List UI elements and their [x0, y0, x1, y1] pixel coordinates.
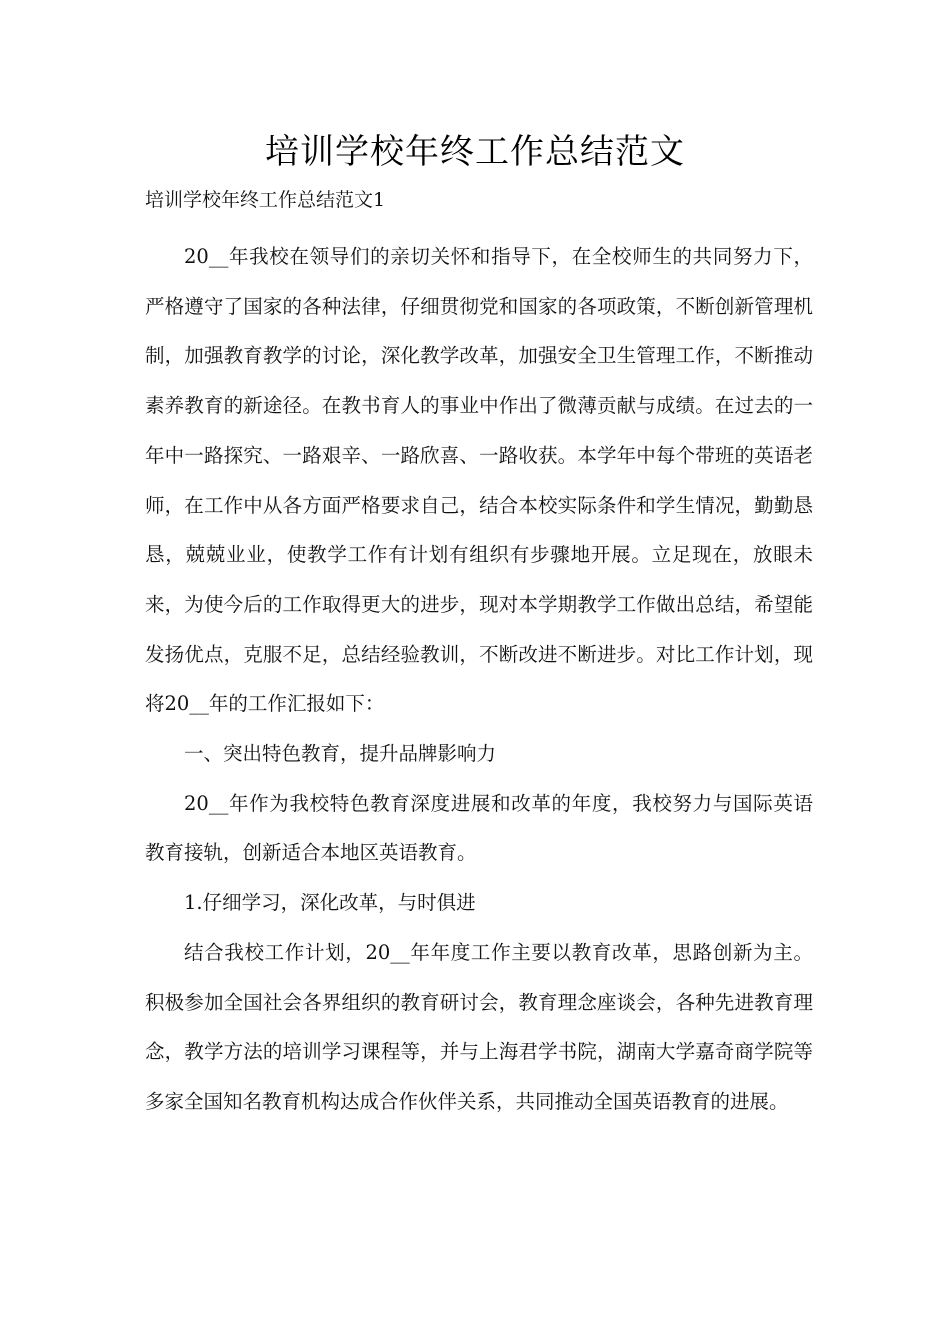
paragraph-section-1: 20__年作为我校特色教育深度进展和改革的年度，我校努力与国际英语教育接轨，创新适合本地区英语教育。: [145, 791, 813, 865]
document-subtitle: 培训学校年终工作总结范文1: [145, 189, 386, 211]
paragraph-intro: 20__年我校在领导们的亲切关怀和指导下，在全校师生的共同努力下，严格遵守了国家的各种法律，仔细贯彻党和国家的各项政策，不断创新管理机制，加强教育教学的讨论，深化教学改革，加强安全卫生管理工作，不断推动素养教育的新途径。在教书育人的事业中作出了微薄贡献与成绩。在过去的一年中一路探究、一路艰辛、一路欣喜、一路收获。本学年中每个带班的英语老师，在工作中从各方面严格要求自己，结合本校实际条件和学生情况，勤勤恳恳，兢兢业业，使教学工作有计划有组织有步骤地开展。立足现在，放眼未来，为使今后的工作取得更大的进步，现对本学期教学工作做出总结，希望能发扬优点，克服不足，总结经验教训，不断改进不断进步。对比工作计划，现将20__年的工作汇报如下：: [145, 245, 813, 716]
section-heading-1: 一、突出特色教育，提升品牌影响力: [184, 742, 497, 766]
document-title: 培训学校年终工作总结范文: [265, 132, 685, 172]
subsection-heading-1-1: 1.仔细学习，深化改革，与时俱进: [184, 891, 476, 915]
document-body: [145, 232, 813, 1127]
paragraph-subsection-1-1: 结合我校工作计划，20__年年度工作主要以教育改革，思路创新为主。积极参加全国社会各界组织的教育研讨会，教育理念座谈会，各种先进教育理念，教学方法的培训学习课程等，并与上海君学书院，湖南大学嘉奇商学院等多家全国知名教育机构达成合作伙伴关系，共同推动全国英语教育的进展。: [145, 940, 813, 1113]
